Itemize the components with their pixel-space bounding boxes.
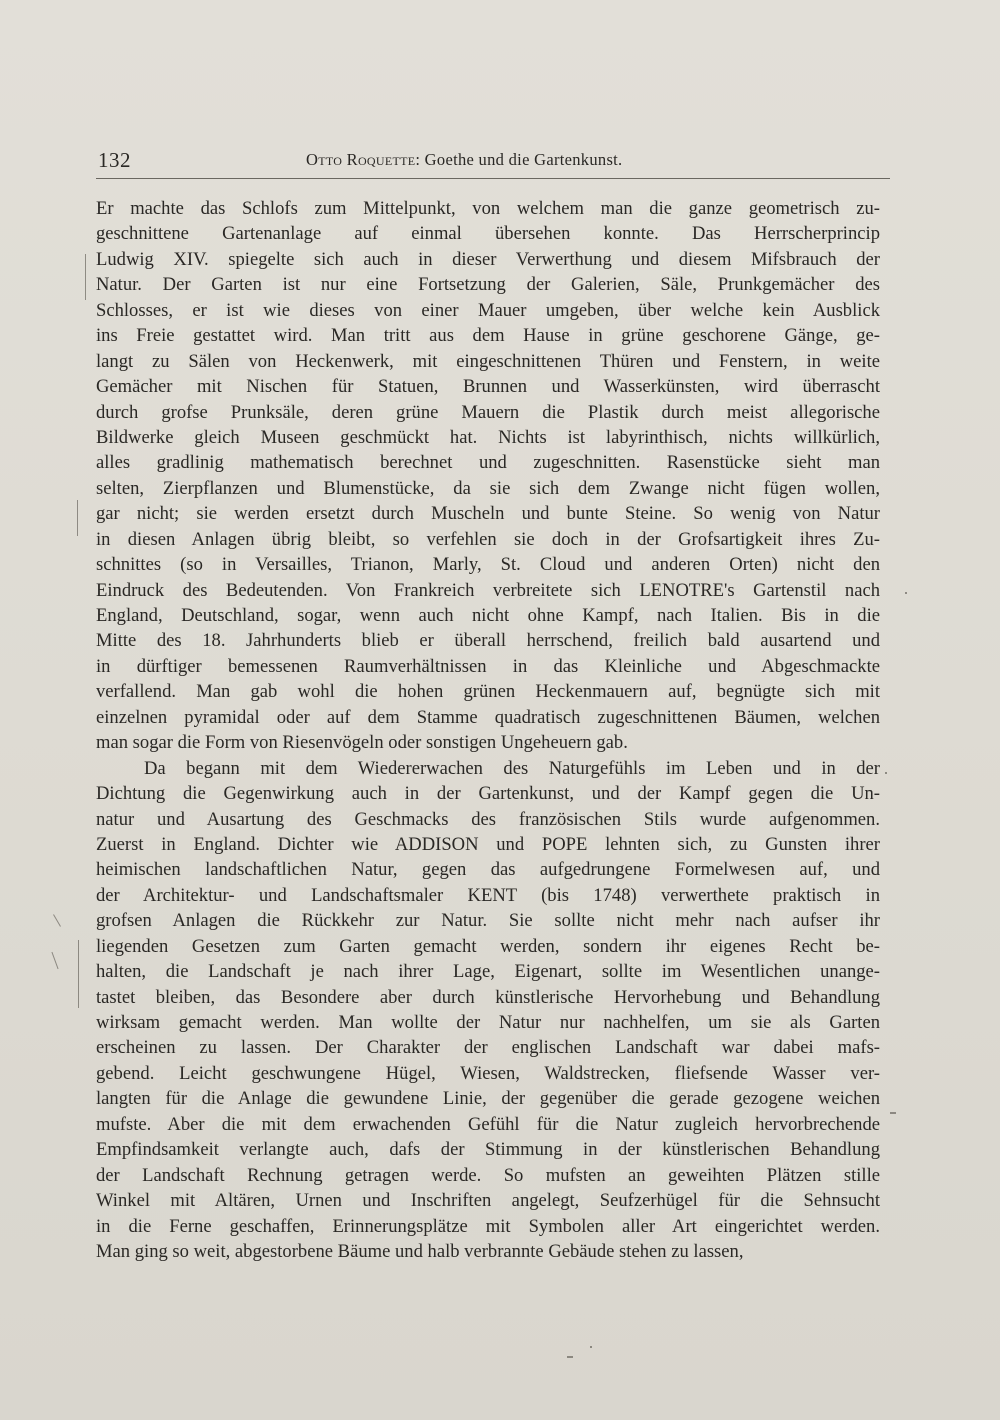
text-line: Natur. Der Garten ist nur eine Fortsetzung der Galerien, Säle, Prunkgemächer des — [96, 274, 880, 296]
text-line: Dichtung die Gegenwirkung auch in der Gartenkunst, und der Kampf gegen die Un- — [96, 783, 880, 805]
text-line: selten, Zierpflanzen und Blumenstücke, da sie sich dem Zwange nicht fügen wollen, — [96, 477, 880, 499]
text-line: verfallend. Man gab wohl die hohen grünen Heckenmauern auf, begnügte sich mit — [96, 681, 880, 703]
text-line: Man ging so weit, abgestorbene Bäume und halb verbrannte Gebäude stehen zu lassen, — [96, 1240, 744, 1262]
text-line: halten, die Landschaft je nach ihrer Lage, Eigenart, sollte im Wesentlichen unange- — [96, 961, 880, 983]
margin-dot — [567, 1356, 573, 1358]
text-line: England, Deutschland, sogar, wenn auch nicht ohne Kampf, nach Italien. Bis in die — [96, 605, 880, 626]
text-line: Ludwig XIV. spiegelte sich auch in dieser Verwerthung und diesem Mifsbrauch der — [96, 248, 880, 270]
text-line: in diesen Anlagen übrig bleibt, so verfehlen sie doch in der Grofsartigkeit ihres Zu- — [96, 528, 880, 550]
text-line: Er machte das Schlofs zum Mittelpunkt, von welchem man die ganze geometrisch zu- — [96, 198, 880, 219]
body-text — [96, 196, 880, 1264]
text-line: Da begann mit dem Wiedererwachen des Naturgefühls im Leben und in der — [144, 757, 880, 779]
text-line: heimischen landschaftlichen Natur, gegen das aufgedrungene Formelwesen auf, und — [96, 859, 880, 881]
text-line: schnittes (so in Versailles, Trianon, Marly, St. Cloud und anderen Orten) nicht den — [96, 554, 880, 576]
text-line: der Landschaft Rechnung getragen werde. So mufsten an geweihten Plätzen stille — [96, 1164, 880, 1186]
text-line: in die Ferne geschaffen, Erinnerungsplätze mit Symbolen aller Art eingerichtet werden. — [96, 1215, 880, 1237]
text-line: Empfindsamkeit verlangte auch, dafs der Stimmung in der künstlerischen Behandlung — [96, 1139, 880, 1161]
text-line: mufste. Aber die mit dem erwachenden Gefühl für die Natur zugleich hervorbrechende — [96, 1113, 880, 1135]
text-line: alles gradlinig mathematisch berechnet und zugeschnitten. Rasenstücke sieht man — [96, 452, 880, 474]
text-line: man sogar die Form von Riesenvögeln oder sonstigen Ungeheuern gab. — [96, 732, 628, 754]
text-line: in dürftiger bemessenen Raumverhältnissen in das Kleinliche und Abgeschmackte — [96, 655, 880, 677]
margin-dot — [890, 1112, 896, 1114]
text-line: gebend. Leicht geschwungene Hügel, Wiesen, Waldstrecken, fliefsende Wasser ver- — [96, 1062, 880, 1084]
text-line: tastet bleiben, das Besondere aber durch künstlerische Hervorhebung und Behandlung — [96, 986, 880, 1008]
margin-pencil-mark — [78, 940, 79, 1008]
margin-dot — [905, 592, 907, 594]
text-line: natur und Ausartung des Geschmacks des französischen Stils wurde aufgenommen. — [96, 808, 880, 830]
text-line: erscheinen zu lassen. Der Charakter der englischen Landschaft war dabei mafs- — [96, 1037, 880, 1059]
text-line: Gemächer mit Nischen für Statuen, Brunnen und Wasserkünsten, wird überrascht — [96, 376, 880, 398]
text-line: Bildwerke gleich Museen geschmückt hat. Nichts ist labyrinthisch, nichts willkürlich, — [96, 426, 880, 448]
text-line: liegenden Gesetzen zum Garten gemacht werden, sondern ihr eigenes Recht be- — [96, 935, 880, 957]
text-line: Mitte des 18. Jahrhunderts blieb er überall herrschend, freilich bald ausartend und — [96, 630, 880, 652]
margin-pencil-mark — [51, 952, 58, 969]
text-line: einzelnen pyramidal oder auf dem Stamme quadratisch zugeschnittenen Bäumen, welchen — [96, 706, 880, 728]
text-line: grofsen Anlagen die Rückkehr zur Natur. Sie sollte nicht mehr nach aufser ihr — [96, 910, 880, 932]
page-header — [96, 146, 890, 179]
page-number: 132 — [98, 148, 131, 172]
text-line: Zuerst in England. Dichter wie ADDISON und POPE lehnten sich, zu Gunsten ihrer — [96, 833, 880, 855]
text-line: der Architektur- und Landschaftsmaler KENT (bis 1748) verwerthete praktisch in — [96, 884, 880, 906]
margin-pencil-mark — [77, 500, 78, 536]
running-head-author: Otto Roquette — [306, 150, 416, 169]
text-line: ins Freie gestattet wird. Man tritt aus dem Hause in grüne geschorene Gänge, ge- — [96, 325, 880, 347]
text-line: Schlosses, er ist wie dieses von einer Mauer umgeben, über welche kein Ausblick — [96, 299, 880, 321]
text-line: gar nicht; sie werden ersetzt durch Muscheln und bunte Steine. So wenig von Natur — [96, 503, 880, 525]
text-line: langt zu Sälen von Heckenwerk, mit eingeschnittenen Thüren und Fenstern, in weite — [96, 350, 880, 372]
margin-dot — [590, 1346, 592, 1348]
text-line: langten für die Anlage die gewundene Linie, der gegenüber die gerade gezogene weichen — [96, 1088, 880, 1110]
running-head — [306, 150, 623, 170]
text-line: Winkel mit Altären, Urnen und Inschriften angelegt, Seufzerhügel für die Sehnsucht — [96, 1190, 880, 1212]
margin-pencil-mark — [85, 254, 86, 300]
margin-dot — [885, 772, 887, 774]
text-line: wirksam gemacht werden. Man wollte der Natur nur nachhelfen, um sie als Garten — [96, 1012, 880, 1033]
text-line: Eindruck des Bedeutenden. Von Frankreich verbreitete sich LENOTRE's Gartenstil nach — [96, 579, 880, 601]
margin-pencil-mark — [53, 914, 61, 927]
running-head-title: : Goethe und die Gartenkunst. — [415, 150, 623, 169]
text-line: geschnittene Gartenanlage auf einmal übersehen konnte. Das Herrscherprincip — [96, 223, 880, 245]
text-line: durch grofse Prunksäle, deren grüne Mauern die Plastik durch meist allegorische — [96, 401, 880, 423]
